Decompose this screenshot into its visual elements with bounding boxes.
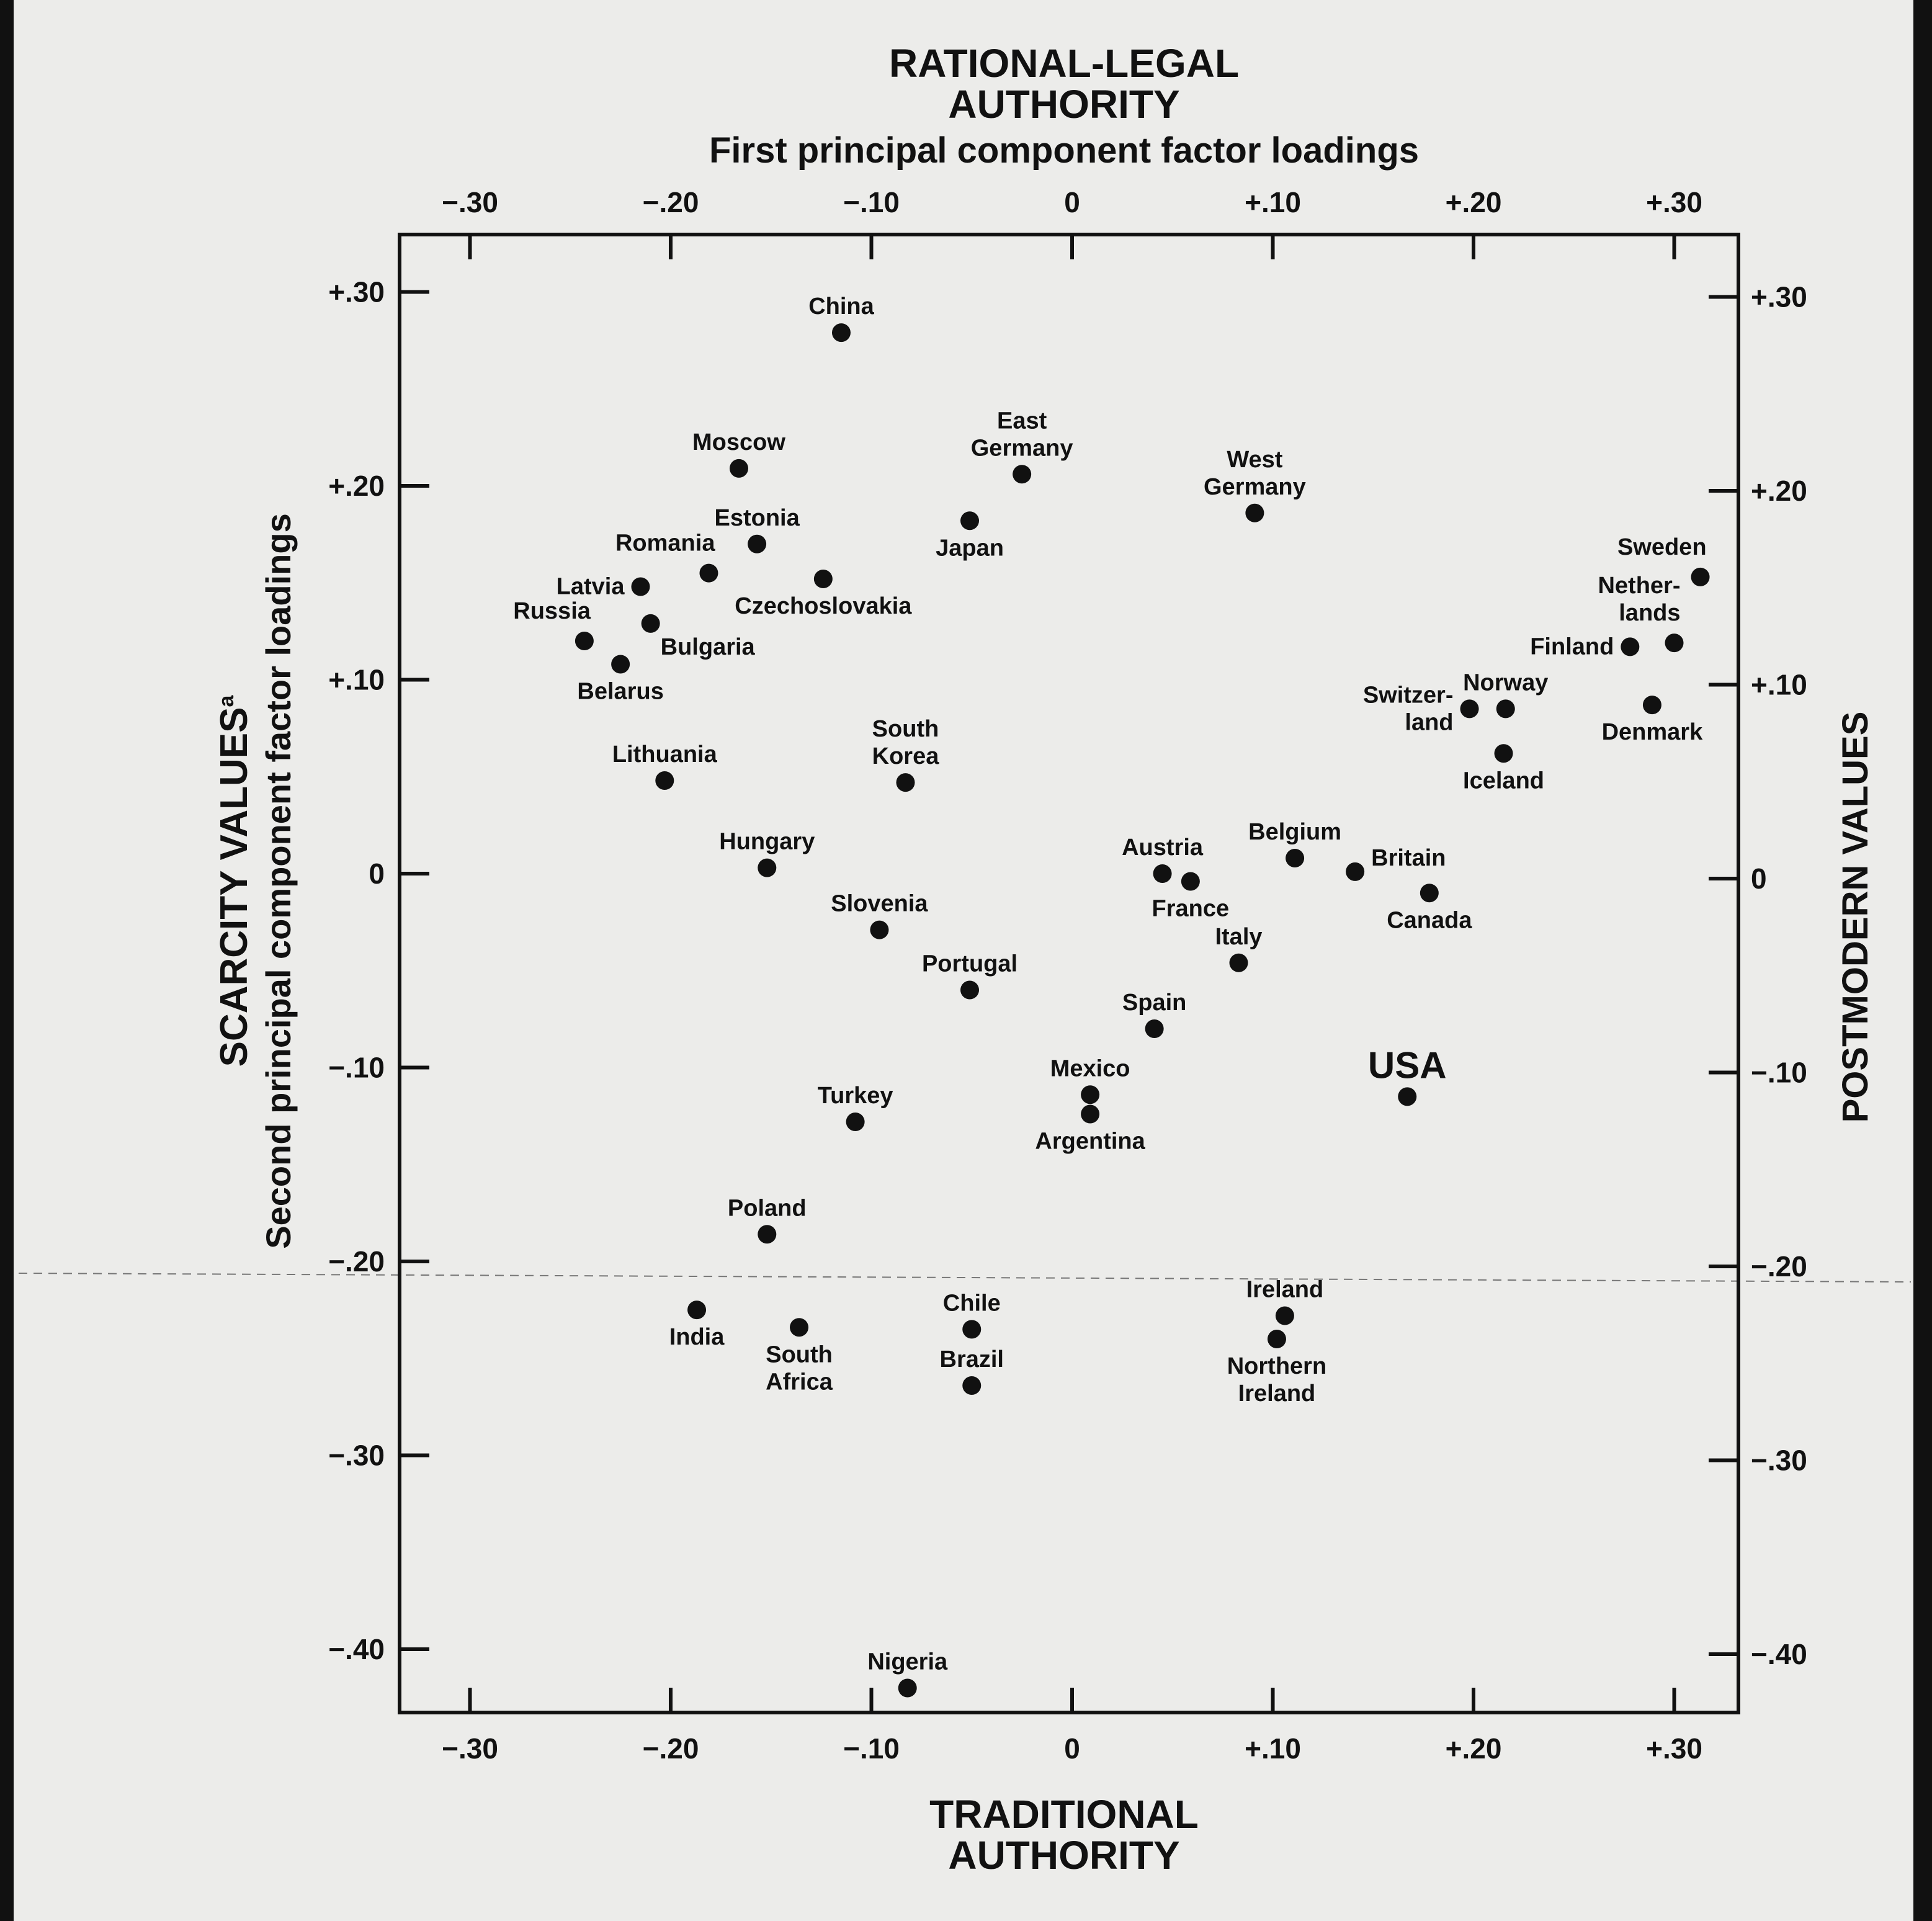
- label-nigeria: Nigeria: [867, 1649, 948, 1675]
- y-tick-label-right-2: +.10: [1751, 668, 1807, 701]
- right-axis-title: POSTMODERN VALUES: [1835, 711, 1876, 1123]
- y-tick-label-left-3: 0: [369, 858, 385, 890]
- top-title-line-2: AUTHORITY: [948, 82, 1180, 127]
- label-japan: Japan: [936, 535, 1004, 562]
- y-tick-label-left-4: −.10: [328, 1051, 385, 1084]
- point-northern-ireland: [1268, 1330, 1286, 1348]
- scan-artifact-line: [19, 1273, 1911, 1282]
- label-lithuania: Lithuania: [612, 741, 717, 768]
- point-ireland: [1276, 1307, 1294, 1325]
- x-tick-label-top-4: +.10: [1245, 186, 1301, 218]
- y-tick-label-right-5: −.20: [1751, 1250, 1807, 1283]
- label-switzerland-line-1: Switzer-: [1362, 682, 1454, 709]
- point-spain: [1145, 1019, 1164, 1038]
- x-tick-label-bottom-4: +.10: [1245, 1732, 1301, 1765]
- point-portugal: [960, 981, 979, 1000]
- label-latvia: Latvia: [556, 573, 625, 600]
- point-south-africa: [790, 1318, 808, 1337]
- point-poland: [758, 1225, 776, 1243]
- point-south-korea: [896, 773, 915, 792]
- ticks-layer: [328, 186, 1807, 1765]
- point-austria: [1153, 864, 1172, 883]
- point-denmark: [1643, 696, 1661, 714]
- label-west-germany-line-2: Germany: [1204, 473, 1306, 500]
- point-norway: [1496, 699, 1515, 718]
- label-mexico: Mexico: [1050, 1055, 1130, 1082]
- label-chile: Chile: [942, 1290, 1001, 1317]
- label-belarus: Belarus: [577, 678, 664, 705]
- x-tick-label-top-2: −.10: [843, 186, 900, 218]
- label-spain: Spain: [1122, 990, 1187, 1016]
- point-belarus: [611, 655, 630, 674]
- point-latvia: [631, 578, 650, 596]
- label-belgium: Belgium: [1248, 819, 1342, 845]
- point-switzerland: [1460, 699, 1479, 718]
- top-subtitle: First principal component factor loadings: [709, 130, 1419, 171]
- label-austria: Austria: [1122, 835, 1204, 861]
- point-east-germany: [1013, 465, 1031, 483]
- label-turkey: Turkey: [817, 1083, 893, 1109]
- label-hungary: Hungary: [719, 828, 815, 855]
- point-lithuania: [655, 771, 674, 790]
- y-tick-label-right-3: 0: [1751, 862, 1767, 895]
- label-iceland: Iceland: [1463, 768, 1545, 794]
- left-axis-title-footnote: a: [215, 695, 238, 707]
- point-sweden: [1691, 568, 1710, 586]
- top-title-line-1: RATIONAL-LEGAL: [888, 41, 1240, 86]
- page-edge-right: [1913, 0, 1932, 1921]
- label-slovenia: Slovenia: [831, 890, 928, 917]
- label-usa: USA: [1367, 1044, 1447, 1086]
- x-tick-label-bottom-6: +.30: [1646, 1732, 1702, 1765]
- point-romania: [699, 564, 718, 583]
- point-belgium: [1286, 849, 1304, 867]
- label-denmark: Denmark: [1601, 719, 1703, 746]
- y-tick-label-right-4: −.10: [1751, 1056, 1807, 1089]
- point-bulgaria: [642, 614, 660, 633]
- left-axis-title-text: SCARCITY VALUES: [213, 707, 256, 1067]
- y-tick-label-right-7: −.40: [1751, 1638, 1807, 1670]
- label-bulgaria: Bulgaria: [660, 634, 755, 660]
- y-tick-label-left-6: −.30: [328, 1439, 385, 1472]
- y-tick-label-left-5: −.20: [328, 1245, 385, 1278]
- point-slovenia: [870, 921, 888, 939]
- label-india: India: [669, 1324, 725, 1351]
- point-canada: [1420, 884, 1439, 902]
- point-turkey: [846, 1113, 865, 1131]
- x-tick-label-top-5: +.20: [1445, 186, 1502, 218]
- label-netherlands-line-1: Nether-: [1598, 573, 1681, 599]
- label-west-germany-line-1: West: [1227, 446, 1283, 473]
- label-france: France: [1152, 895, 1230, 922]
- x-tick-label-top-0: −.30: [442, 186, 498, 218]
- point-czechoslovakia: [814, 570, 833, 588]
- point-japan: [960, 511, 979, 530]
- label-norway: Norway: [1463, 669, 1549, 696]
- label-switzerland-line-2: land: [1405, 709, 1454, 736]
- point-italy: [1230, 954, 1248, 972]
- label-south-africa-line-2: Africa: [766, 1369, 833, 1395]
- point-nigeria: [898, 1679, 917, 1698]
- label-ireland: Ireland: [1246, 1276, 1324, 1303]
- point-moscow: [730, 459, 748, 478]
- point-india: [687, 1301, 706, 1319]
- point-usa: [1398, 1087, 1416, 1106]
- label-south-africa-line-1: South: [766, 1341, 833, 1368]
- left-axis-title: [213, 695, 256, 1067]
- label-east-germany-line-1: East: [996, 408, 1047, 434]
- label-moscow: Moscow: [692, 429, 785, 455]
- label-sweden: Sweden: [1617, 534, 1707, 560]
- label-china: China: [808, 293, 874, 320]
- label-brazil: Brazil: [939, 1346, 1004, 1372]
- label-netherlands-line-2: lands: [1619, 600, 1681, 627]
- bottom-title-line-2: AUTHORITY: [948, 1833, 1180, 1878]
- y-tick-label-right-0: +.30: [1751, 280, 1807, 313]
- point-china: [832, 323, 851, 342]
- label-portugal: Portugal: [921, 951, 1018, 977]
- x-tick-label-bottom-3: 0: [1064, 1732, 1080, 1765]
- point-finland: [1621, 637, 1639, 656]
- x-tick-label-bottom-2: −.10: [843, 1732, 900, 1765]
- point-netherlands: [1665, 634, 1684, 652]
- left-axis-subtitle: Second principal component factor loadings: [259, 513, 298, 1249]
- point-hungary: [758, 859, 776, 877]
- x-tick-label-top-1: −.20: [642, 186, 699, 218]
- label-south-korea-line-1: South: [872, 716, 939, 743]
- bottom-title-line-1: TRADITIONAL: [929, 1792, 1199, 1837]
- point-chile: [962, 1320, 981, 1338]
- label-northern-ireland-line-1: Northern: [1227, 1353, 1327, 1379]
- x-tick-label-bottom-5: +.20: [1445, 1732, 1502, 1765]
- label-romania: Romania: [615, 530, 715, 557]
- point-mexico: [1081, 1085, 1099, 1104]
- label-poland: Poland: [727, 1195, 807, 1222]
- label-czechoslovakia: Czechoslovakia: [735, 593, 912, 619]
- point-britain: [1346, 862, 1364, 881]
- x-tick-label-bottom-0: −.30: [442, 1732, 498, 1765]
- point-west-germany: [1245, 504, 1264, 522]
- x-tick-label-bottom-1: −.20: [642, 1732, 699, 1765]
- x-tick-label-top-3: 0: [1064, 186, 1080, 218]
- y-tick-label-right-1: +.20: [1751, 475, 1807, 507]
- y-tick-label-right-6: −.30: [1751, 1444, 1807, 1477]
- label-britain: Britain: [1371, 844, 1446, 871]
- point-iceland: [1495, 744, 1513, 763]
- x-tick-label-top-6: +.30: [1646, 186, 1702, 218]
- label-finland: Finland: [1530, 634, 1614, 660]
- label-estonia: Estonia: [714, 504, 800, 531]
- y-tick-label-left-0: +.30: [328, 275, 385, 308]
- page-edge-left: [0, 0, 14, 1921]
- points-layer: [513, 293, 1709, 1697]
- y-tick-label-left-7: −.40: [328, 1633, 385, 1665]
- y-tick-label-left-2: +.10: [328, 663, 385, 696]
- label-northern-ireland-line-2: Ireland: [1238, 1381, 1316, 1407]
- label-russia: Russia: [513, 598, 591, 624]
- label-east-germany-line-2: Germany: [970, 435, 1073, 462]
- label-canada: Canada: [1387, 907, 1472, 934]
- point-brazil: [962, 1376, 981, 1395]
- label-argentina: Argentina: [1035, 1128, 1145, 1155]
- point-russia: [575, 632, 594, 650]
- label-south-korea-line-2: Korea: [872, 743, 939, 770]
- y-tick-label-left-1: +.20: [328, 470, 385, 502]
- label-italy: Italy: [1215, 923, 1263, 950]
- point-france: [1181, 872, 1200, 891]
- point-argentina: [1081, 1105, 1099, 1124]
- point-estonia: [748, 535, 766, 553]
